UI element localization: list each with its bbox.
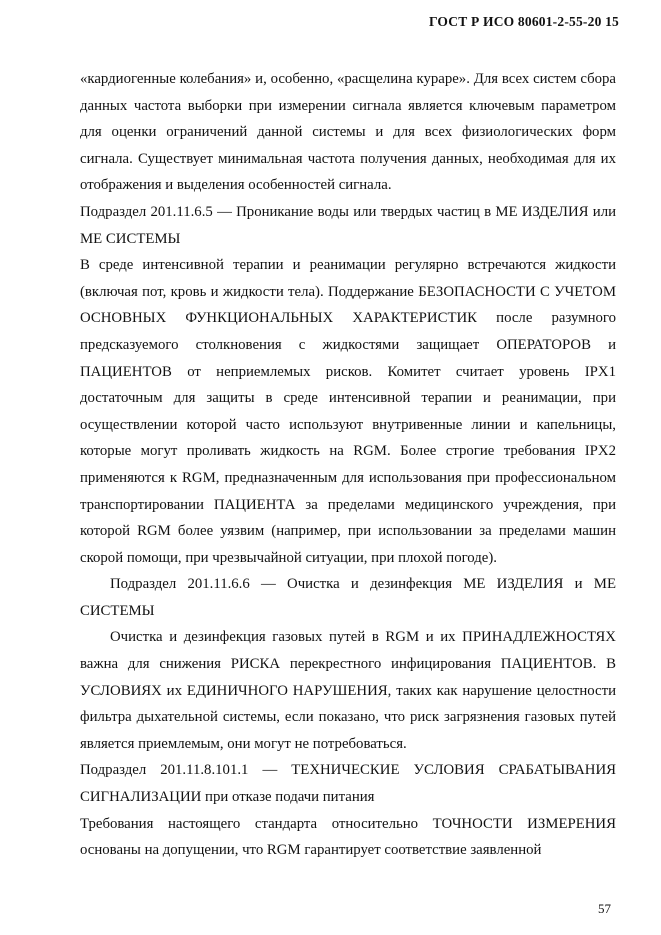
paragraph-measurement-accuracy: Требования настоящего стандарта относительно ТОЧНОСТИ ИЗМЕРЕНИЯ основаны на допущении, что RGM гарантирует соответствие заявленной: [80, 815, 616, 859]
paragraph-cleaning-disinfection: Очистка и дезинфекция газовых путей в RGM и их ПРИНАДЛЕЖНОСТЯХ важна для снижения РИСКА перекрестного инфицирования ПАЦИЕНТОВ. В УСЛОВИЯХ их ЕДИНИЧНОГО НАРУШЕНИЯ, таких как нарушение целостности фильтра дыхательной системы, если показано, что риск загрязнения газовых путей является приемлемым, они могут не потребоваться.: [80, 629, 616, 752]
subsection-heading-201-11-6-5: Подраздел 201.11.6.5 — Проникание воды или твердых частиц в МЕ ИЗДЕЛИЯ или МЕ СИСТЕМЫ: [80, 203, 616, 247]
paragraph-liquid-ingress: В среде интенсивной терапии и реанимации регулярно встречаются жидкости (включая пот, кровь и жидкости тела). Поддержание БЕЗОПАСНОСТИ С УЧЕТОМ ОСНОВНЫХ ФУНКЦИОНАЛЬНЫХ ХАРАКТЕРИСТИК после разумного предсказуемого столкновения с жидкостями защищает ОПЕРАТОРОВ и ПАЦИЕНТОВ от неприемлемых рисков. Комитет считает уровень IPX1 достаточным для защиты в среде интенсивной терапии и реанимации, при осуществлении которой часто используют внутривенные линии и капельницы, которые могут проливать жидкость на RGM. Более строгие требования IPX2 применяются к RGM, предназначенным для использования при профессиональном транспортировании ПАЦИЕНТА за пределами медицинского учреждения, при которой RGM более уязвим (например, при использовании за пределами машин скорой помощи, при чрезвычайной ситуации, при плохой погоде).: [80, 257, 616, 566]
subsection-heading-201-11-6-6: Подраздел 201.11.6.6 — Очистка и дезинфекция МЕ ИЗДЕЛИЯ и МЕ СИСТЕМЫ: [80, 576, 616, 619]
paragraph-sampling-rate: «кардиогенные колебания» и, особенно, «расщелина кураре». Для всех систем сбора данных частота выборки при измерении сигнала является ключевым параметром для оценки ограничений данной системы и для всех физиологических форм сигнала. Существует минимальная частота получения данных, необходимая для их отображения и выделения особенностей сигнала.: [80, 71, 616, 194]
document-header: ГОСТ Р ИСО 80601-2-55-20 15: [428, 14, 619, 29]
page-number: 57: [598, 901, 611, 916]
subsection-heading-201-11-8-101-1: Подраздел 201.11.8.101.1 — ТЕХНИЧЕСКИЕ УСЛОВИЯ СРАБАТЫВАНИЯ СИГНАЛИЗАЦИИ при отказе подачи питания: [80, 762, 616, 806]
document-body: [80, 66, 616, 864]
